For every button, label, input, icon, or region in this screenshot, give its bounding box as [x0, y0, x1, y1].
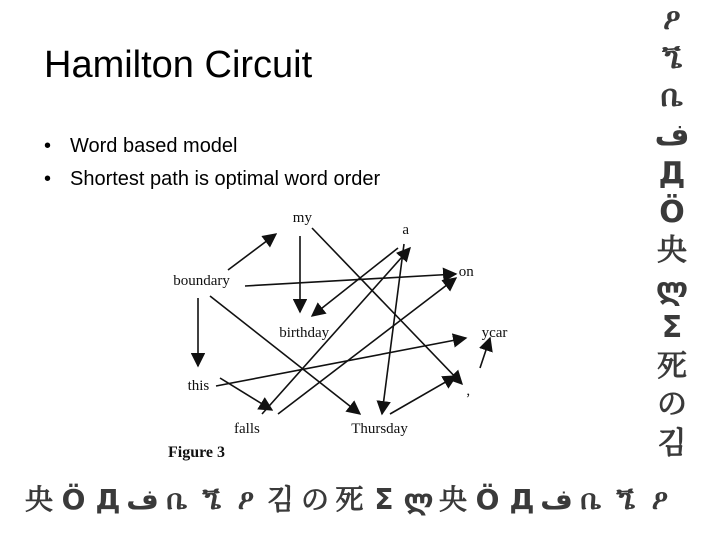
edge-boundary-to-thursday: [210, 296, 360, 414]
decorative-glyph: Ö: [61, 483, 86, 516]
word-graph: [150, 200, 520, 470]
edge-boundary-to-my: [228, 234, 276, 270]
bullet-item: • Word based model: [44, 135, 238, 157]
decorative-glyph: 央: [657, 233, 687, 268]
decorative-glyph: ጜ: [661, 40, 683, 76]
word-graph-figure: [150, 200, 520, 470]
edge-this-to-year: [216, 338, 466, 386]
edge-boundary-to-on: [245, 274, 456, 286]
slide-title: Hamilton Circuit: [44, 44, 313, 86]
decorative-glyph: 김: [657, 425, 687, 461]
edge-comma-to-year: [480, 338, 490, 368]
decorative-glyph: の: [657, 387, 687, 422]
bullet-item: • Shortest path is optimal word order: [44, 168, 381, 190]
decorative-glyph: ف: [126, 483, 159, 516]
decorative-glyph-column: [652, 2, 692, 475]
decorative-glyph: ف: [654, 117, 690, 153]
decorative-glyph: ቤ: [580, 483, 602, 516]
node-falls: falls: [234, 421, 260, 437]
bullet-text: Shortest path is optimal word order: [70, 168, 381, 190]
decorative-glyph: Ö: [659, 194, 685, 230]
node-birthday: birthday: [279, 325, 330, 341]
decorative-glyph: ლ: [403, 483, 434, 516]
edge-this-to-falls: [220, 378, 272, 410]
node-year: ycar: [481, 325, 508, 341]
node-thursday: Thursday: [351, 421, 408, 437]
node-my: my: [292, 210, 312, 226]
decorative-glyph: 김: [266, 483, 295, 516]
edge-falls-to-on: [278, 278, 456, 414]
decorative-glyph: ف: [540, 483, 573, 516]
decorative-glyph: ዖ: [651, 483, 669, 516]
decorative-glyph: ლ: [655, 271, 689, 307]
decorative-glyph: Д: [95, 483, 121, 516]
bullet-text: Word based model: [70, 135, 238, 157]
edge-my-to-comma: [312, 228, 462, 384]
decorative-glyph: ዖ: [663, 2, 681, 37]
decorative-glyph: ቤ: [166, 483, 188, 516]
decorative-glyph: の: [300, 483, 329, 516]
node-comma: ,: [466, 383, 471, 399]
decorative-glyph: Ö: [475, 483, 500, 516]
decorative-glyph: Д: [658, 156, 686, 191]
edge-thursday-to-comma: [390, 376, 456, 414]
bullet-list: [44, 130, 380, 196]
decorative-glyph-row: [22, 482, 692, 528]
decorative-glyph: Σ: [661, 310, 683, 345]
decorative-glyph: Σ: [374, 483, 394, 516]
figure-caption: Figure 3: [168, 444, 226, 461]
decorative-glyph: Д: [509, 483, 535, 516]
node-a: a: [402, 222, 410, 238]
decorative-glyph: 死: [657, 348, 687, 384]
decorative-glyph: 央: [438, 483, 467, 516]
decorative-glyph: ቤ: [660, 79, 684, 114]
decorative-glyph: ጜ: [615, 483, 636, 516]
node-this: this: [187, 378, 210, 394]
decorative-glyph: 死: [335, 483, 364, 516]
node-on: on: [458, 264, 474, 280]
decorative-glyph: ጜ: [201, 483, 222, 516]
node-boundary: boundary: [173, 273, 230, 289]
decorative-glyph: 央: [24, 483, 53, 516]
edge-a-to-thursday: [382, 244, 404, 414]
decorative-glyph: ዖ: [237, 483, 255, 516]
